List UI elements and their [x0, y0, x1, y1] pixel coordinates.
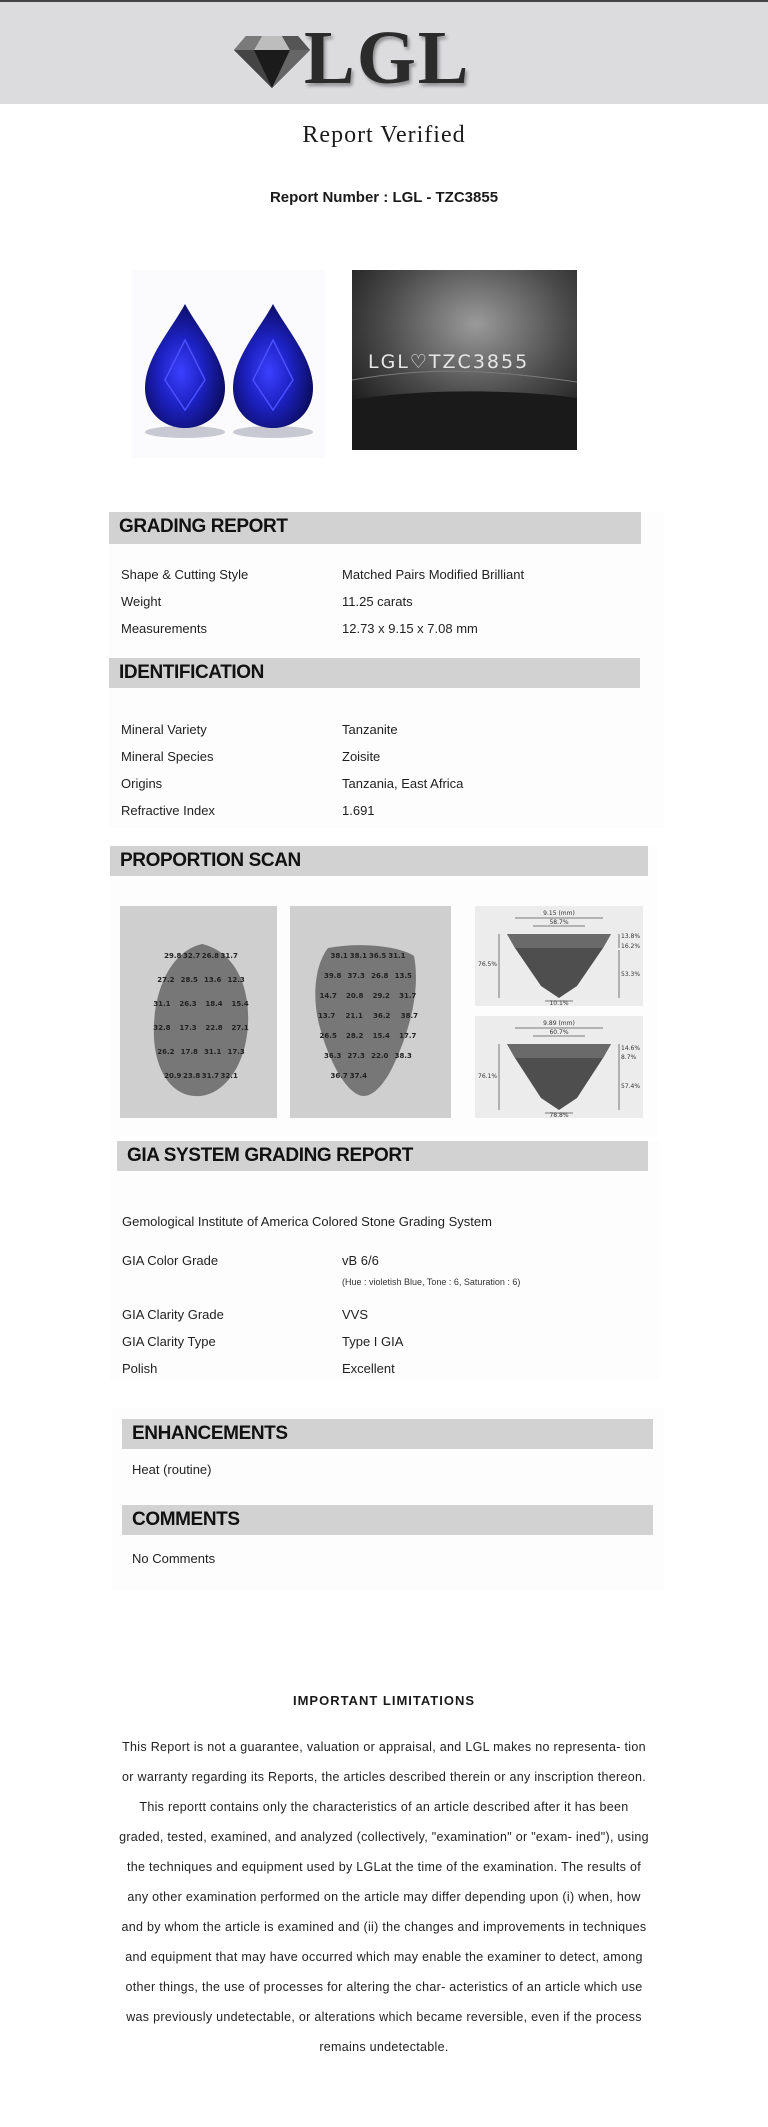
svg-text:58.7%: 58.7% [549, 919, 569, 926]
scan-value-label: 29.2 [372, 992, 390, 1000]
proportion-scan-panel [110, 846, 658, 1136]
scan-value-label: 17.8 [180, 1048, 198, 1056]
gia-intro: Gemological Institute of America Colored Stone Grading System [122, 1214, 492, 1229]
scan-value-label: 13.5 [394, 972, 412, 980]
measurements-value: 12.73 x 9.15 x 7.08 mm [342, 621, 478, 636]
scan-value-label: 37.4 [349, 1072, 368, 1080]
scan-value-label: 32.7 [182, 952, 201, 960]
refractive-index-label: Refractive Index [121, 803, 215, 818]
gia-color-grade-note: (Hue : violetish Blue, Tone : 6, Saturation : 6) [342, 1277, 521, 1287]
enhancements-heading: ENHANCEMENTS [132, 1423, 288, 1444]
inscription-text: LGL♡TZC3855 [368, 351, 530, 373]
scan-value-label: 22.0 [371, 1052, 389, 1060]
identification-heading: IDENTIFICATION [119, 662, 264, 683]
gia-system-bar [117, 1141, 648, 1171]
weight-value: 11.25 carats [342, 594, 413, 609]
gemstone-photo [133, 270, 325, 458]
diamond-icon [232, 22, 312, 92]
scan-value-label: 36.3 [324, 1052, 342, 1060]
scan-value-label: 28.5 [180, 976, 198, 984]
mineral-species-value: Zoisite [342, 749, 381, 764]
svg-text:76.1%: 76.1% [478, 1073, 498, 1080]
scan-value-label: 37.3 [347, 972, 365, 980]
header-band [0, 2, 768, 104]
scan-value-label: 12.3 [227, 976, 245, 984]
svg-text:78.8%: 78.8% [549, 1112, 569, 1118]
svg-text:13.8%: 13.8% [621, 933, 641, 940]
scan-value-label: 28.2 [346, 1032, 364, 1040]
scan-value-label: 18.4 [205, 1000, 223, 1008]
enhancements-bar [122, 1419, 653, 1449]
polish-value: Excellent [342, 1361, 395, 1376]
svg-text:10.1%: 10.1% [549, 1000, 569, 1006]
scan-value-label: 36.2 [373, 1012, 391, 1020]
mineral-variety-value: Tanzanite [342, 722, 398, 737]
scan-value-label: 17.3 [179, 1024, 197, 1032]
scan-value-label: 29.8 [164, 952, 182, 960]
scan-value-label: 31.1 [388, 952, 406, 960]
scan-value-label: 26.2 [157, 1048, 175, 1056]
gia-system-heading: GIA SYSTEM GRADING REPORT [127, 1145, 413, 1166]
svg-text:57.4%: 57.4% [621, 1083, 641, 1090]
scan-value-label: 39.8 [324, 972, 342, 980]
scan-value-label: 14.7 [319, 992, 337, 1000]
limitations-body: This Report is not a guarantee, valuation or appraisal, and LGL makes no representa- tion or warranty regarding its Reports, the articles described therein or any inscription thereon. This reportt contains only the characteristics of an article described after it has been graded, tested, examined, and analyzed (collectively, "examination" or "exam- ined"), using the techniques and equipment used by LGLat the time of the examination. The results of any other examination performed on the article may differ depending upon (i) when, how and by whom the article is examined and (ii) the changes and improvements in techniques and equipment that may have occurred which may enable the examiner to detect, among other things, the use of processes for altering the char- acteristics of an article which use was previously undetectable, or alterations which became reversible, even if the process remains undetectable. [119, 1740, 649, 2054]
scan-value-label: 31.1 [204, 1048, 222, 1056]
refractive-index-value: 1.691 [342, 803, 375, 818]
crown-scan-right [290, 906, 451, 1118]
scan-value-label: 26.3 [179, 1000, 197, 1008]
scan-value-label: 27.3 [347, 1052, 365, 1060]
identification-panel [109, 658, 664, 828]
svg-text:60.7%: 60.7% [549, 1029, 569, 1036]
comments-text: No Comments [132, 1551, 216, 1566]
scan-value-label: 17.3 [227, 1048, 245, 1056]
svg-text:16.2%: 16.2% [621, 943, 641, 950]
gia-clarity-grade-label: GIA Clarity Grade [122, 1307, 224, 1322]
scan-value-label: 36.5 [368, 952, 387, 960]
enhancements-comments-panel [112, 1408, 664, 1590]
origins-label: Origins [121, 776, 163, 791]
scan-value-label: 38.1 [349, 952, 368, 960]
crown-scan-left [120, 906, 277, 1118]
scan-value-label: 22.8 [205, 1024, 223, 1032]
scan-value-label: 38.1 [330, 952, 348, 960]
grading-report-bar [109, 512, 641, 544]
scan-value-label: 38.7 [400, 1012, 419, 1020]
scan-value-label: 31.7 [220, 952, 238, 960]
scan-value-label: 31.7 [399, 992, 417, 1000]
comments-bar [122, 1505, 653, 1535]
scan-value-label: 32.8 [153, 1024, 171, 1032]
profile-scan-top [475, 906, 643, 1006]
proportion-scan-heading: PROPORTION SCAN [120, 850, 301, 871]
polish-label: Polish [122, 1361, 158, 1376]
mineral-variety-label: Mineral Variety [121, 722, 207, 737]
page-title: Report Verified [302, 122, 466, 148]
identification-bar [109, 658, 640, 688]
scan-value-label: 20.8 [346, 992, 364, 1000]
logo-text: LGL [304, 16, 471, 100]
scan-value-label: 26.8 [201, 952, 220, 960]
scan-value-label: 27.2 [157, 976, 175, 984]
comments-heading: COMMENTS [132, 1509, 240, 1530]
svg-text:76.5%: 76.5% [478, 961, 498, 968]
gia-clarity-grade-value: VVS [342, 1307, 369, 1322]
scan-value-label: 36.7 [330, 1072, 348, 1080]
measurements-label: Measurements [121, 621, 207, 636]
proportion-scan-bar [110, 846, 648, 876]
mineral-species-label: Mineral Species [121, 749, 214, 764]
enhancements-text: Heat (routine) [132, 1462, 212, 1477]
limitations-heading: IMPORTANT LIMITATIONS [292, 1693, 476, 1708]
scan-value-label: 31.7 [201, 1072, 220, 1080]
inscription-photo [352, 270, 577, 450]
scan-value-label: 38.3 [394, 1052, 412, 1060]
scan-value-label: 27.1 [231, 1024, 249, 1032]
scan-value-label: 21.1 [345, 1012, 363, 1020]
gia-clarity-type-value: Type I GIA [342, 1334, 404, 1349]
svg-text:9.15 (mm): 9.15 (mm) [543, 910, 575, 917]
scan-value-label: 13.7 [317, 1012, 336, 1020]
scan-value-label: 15.4 [231, 1000, 249, 1008]
grading-report-heading: GRADING REPORT [119, 516, 288, 537]
shape-label: Shape & Cutting Style [121, 567, 249, 582]
scan-value-label: 32.1 [220, 1072, 238, 1080]
scan-value-label: 13.6 [204, 976, 222, 984]
shape-value: Matched Pairs Modified Brilliant [342, 567, 525, 582]
origins-value: Tanzania, East Africa [342, 776, 464, 791]
scan-value-label: 20.9 [164, 1072, 182, 1080]
lgl-logo [232, 16, 492, 100]
weight-label: Weight [121, 594, 162, 609]
scan-value-label: 26.8 [371, 972, 389, 980]
grading-report-panel [109, 512, 664, 658]
gia-clarity-type-label: GIA Clarity Type [122, 1334, 216, 1349]
svg-text:8.7%: 8.7% [621, 1054, 637, 1061]
gia-color-grade-value: vB 6/6 [342, 1253, 379, 1268]
svg-text:53.3%: 53.3% [621, 971, 641, 978]
scan-value-label: 31.1 [153, 1000, 171, 1008]
scan-value-label: 17.7 [399, 1032, 417, 1040]
svg-text:14.6%: 14.6% [621, 1045, 641, 1052]
gia-system-panel [110, 1141, 660, 1381]
svg-text:9.89 (mm): 9.89 (mm) [543, 1020, 575, 1027]
scan-value-label: 15.4 [372, 1032, 390, 1040]
profile-scan-bottom [475, 1016, 643, 1118]
scan-value-label: 23.8 [182, 1072, 201, 1080]
report-number: Report Number : LGL - TZC3855 [269, 189, 499, 206]
gia-color-grade-label: GIA Color Grade [122, 1253, 219, 1268]
scan-value-label: 26.5 [319, 1032, 337, 1040]
